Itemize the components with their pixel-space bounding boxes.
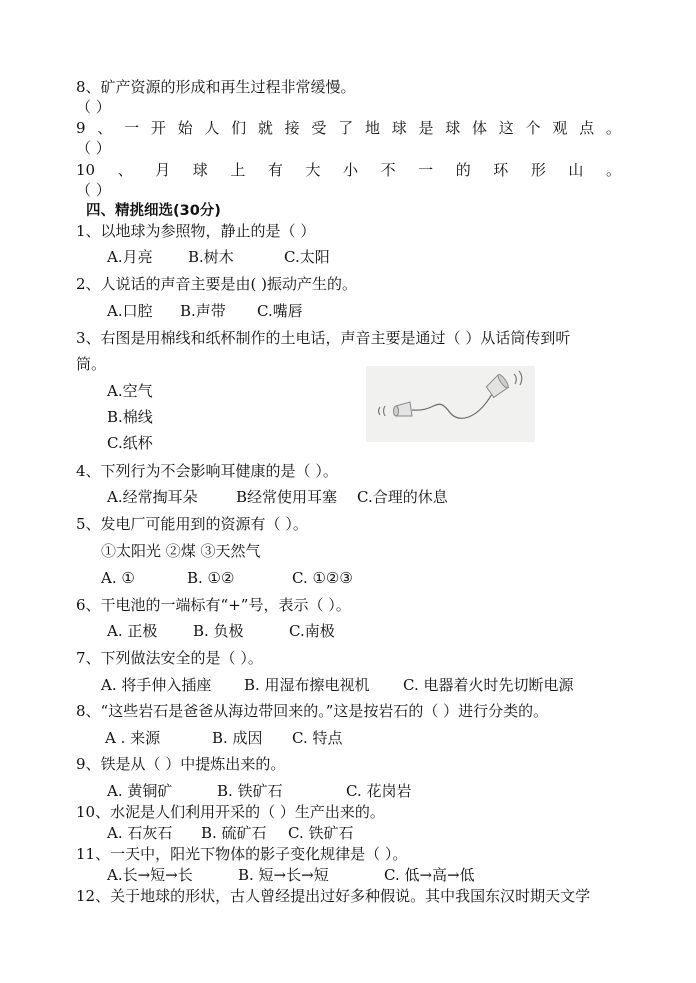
mc-q10-option-a[interactable]: A. 石灰石	[107, 824, 173, 842]
string-telephone-image	[366, 366, 535, 442]
mc-q5-option-a[interactable]: A. ①	[101, 569, 135, 587]
mc-q9: 9、铁是从（ ）中提炼出来的。	[76, 755, 286, 773]
mc-q4-option-b[interactable]: B经常使用耳塞	[236, 488, 338, 506]
mc-q8-option-a[interactable]: A . 来源	[105, 729, 161, 747]
section-title: 四、精挑细选(30分)	[86, 203, 221, 219]
mc-q3-option-b[interactable]: B.棉线	[107, 408, 153, 426]
mc-q2-option-a[interactable]: A.口腔	[107, 302, 153, 320]
mc-q9-option-c[interactable]: C. 花岗岩	[346, 782, 412, 800]
mc-q5-resources: ①太阳光 ②煤 ③天然气	[101, 542, 261, 560]
judge-q8-blank[interactable]: （ ）	[76, 98, 111, 116]
mc-q5-option-b[interactable]: B. ①②	[187, 569, 235, 587]
mc-q7-option-a[interactable]: A. 将手伸入插座	[101, 676, 212, 694]
mc-q6-option-a[interactable]: A. 正极	[107, 622, 158, 640]
mc-q11-option-b[interactable]: B. 短→长→短	[238, 866, 329, 884]
judge-q8: 8、矿产资源的形成和再生过程非常缓慢。	[76, 78, 356, 96]
judge-q9: 9 、 一 开 始 人 们 就 接 受 了 地 球 是 球 体 这 个 观 点 。	[76, 119, 621, 137]
mc-q1: 1、以地球为参照物，静止的是（ ）	[76, 222, 316, 240]
string-telephone-cups-icon	[366, 366, 535, 442]
mc-q5: 5、发电厂可能用到的资源有（ ）。	[76, 515, 308, 533]
mc-q7-option-c[interactable]: C. 电器着火时先切断电源	[403, 676, 574, 694]
mc-q10-option-c[interactable]: C. 铁矿石	[288, 824, 354, 842]
judge-q10-blank[interactable]: （ ）	[76, 181, 111, 199]
mc-q1-option-c[interactable]: C.太阳	[284, 248, 330, 266]
judge-q10: 10 、 月 球 上 有 大 小 不 一 的 环 形 山 。	[76, 161, 621, 179]
mc-q12: 12、关于地球的形状，古人曾经提出过好多种假说。其中我国东汉时期天文学	[76, 887, 591, 905]
mc-q10: 10、水泥是人们利用开采的（ ）生产出来的。	[76, 803, 385, 821]
mc-q7-option-b[interactable]: B. 用湿布擦电视机	[244, 676, 370, 694]
mc-q3-option-a[interactable]: A.空气	[107, 382, 153, 400]
mc-q4-option-c[interactable]: C.合理的休息	[357, 488, 448, 506]
mc-q6-option-b[interactable]: B. 负极	[193, 622, 244, 640]
mc-q11-option-c[interactable]: C. 低→高→低	[384, 866, 475, 884]
mc-q2: 2、人说话的声音主要是由( )振动产生的。	[76, 275, 358, 293]
mc-q8-option-b[interactable]: B. 成因	[212, 729, 263, 747]
mc-q3-continuation: 筒。	[76, 355, 107, 373]
mc-q2-option-b[interactable]: B.声带	[180, 302, 226, 320]
mc-q11: 11、一天中，阳光下物体的影子变化规律是（ ）。	[76, 845, 408, 863]
judge-q9-blank[interactable]: （ ）	[76, 139, 111, 157]
mc-q6-option-c[interactable]: C.南极	[289, 622, 335, 640]
mc-q5-option-c[interactable]: C. ①②③	[292, 569, 353, 587]
mc-q1-option-a[interactable]: A.月亮	[107, 248, 153, 266]
mc-q1-option-b[interactable]: B.树木	[188, 248, 234, 266]
mc-q6: 6、干电池的一端标有“+”号，表示（ ）。	[76, 596, 351, 614]
mc-q7: 7、下列做法安全的是（ ）。	[76, 649, 263, 667]
mc-q9-option-b[interactable]: B. 铁矿石	[217, 782, 283, 800]
mc-q3: 3、右图是用棉线和纸杯制作的土电话，声音主要是通过（ ）从话筒传到听	[76, 329, 571, 347]
mc-q3-option-c[interactable]: C.纸杯	[107, 434, 153, 452]
mc-q9-option-a[interactable]: A. 黄铜矿	[107, 782, 173, 800]
mc-q8: 8、“这些岩石是爸爸从海边带回来的。”这是按岩石的（ ）进行分类的。	[76, 702, 549, 720]
mc-q10-option-b[interactable]: B. 硫矿石	[201, 824, 267, 842]
mc-q8-option-c[interactable]: C. 特点	[292, 729, 343, 747]
mc-q4-option-a[interactable]: A.经常掏耳朵	[107, 488, 198, 506]
mc-q2-option-c[interactable]: C.嘴唇	[257, 302, 303, 320]
mc-q11-option-a[interactable]: A.长→短→长	[107, 866, 193, 884]
mc-q4: 4、下列行为不会影响耳健康的是（ ）。	[76, 462, 338, 480]
